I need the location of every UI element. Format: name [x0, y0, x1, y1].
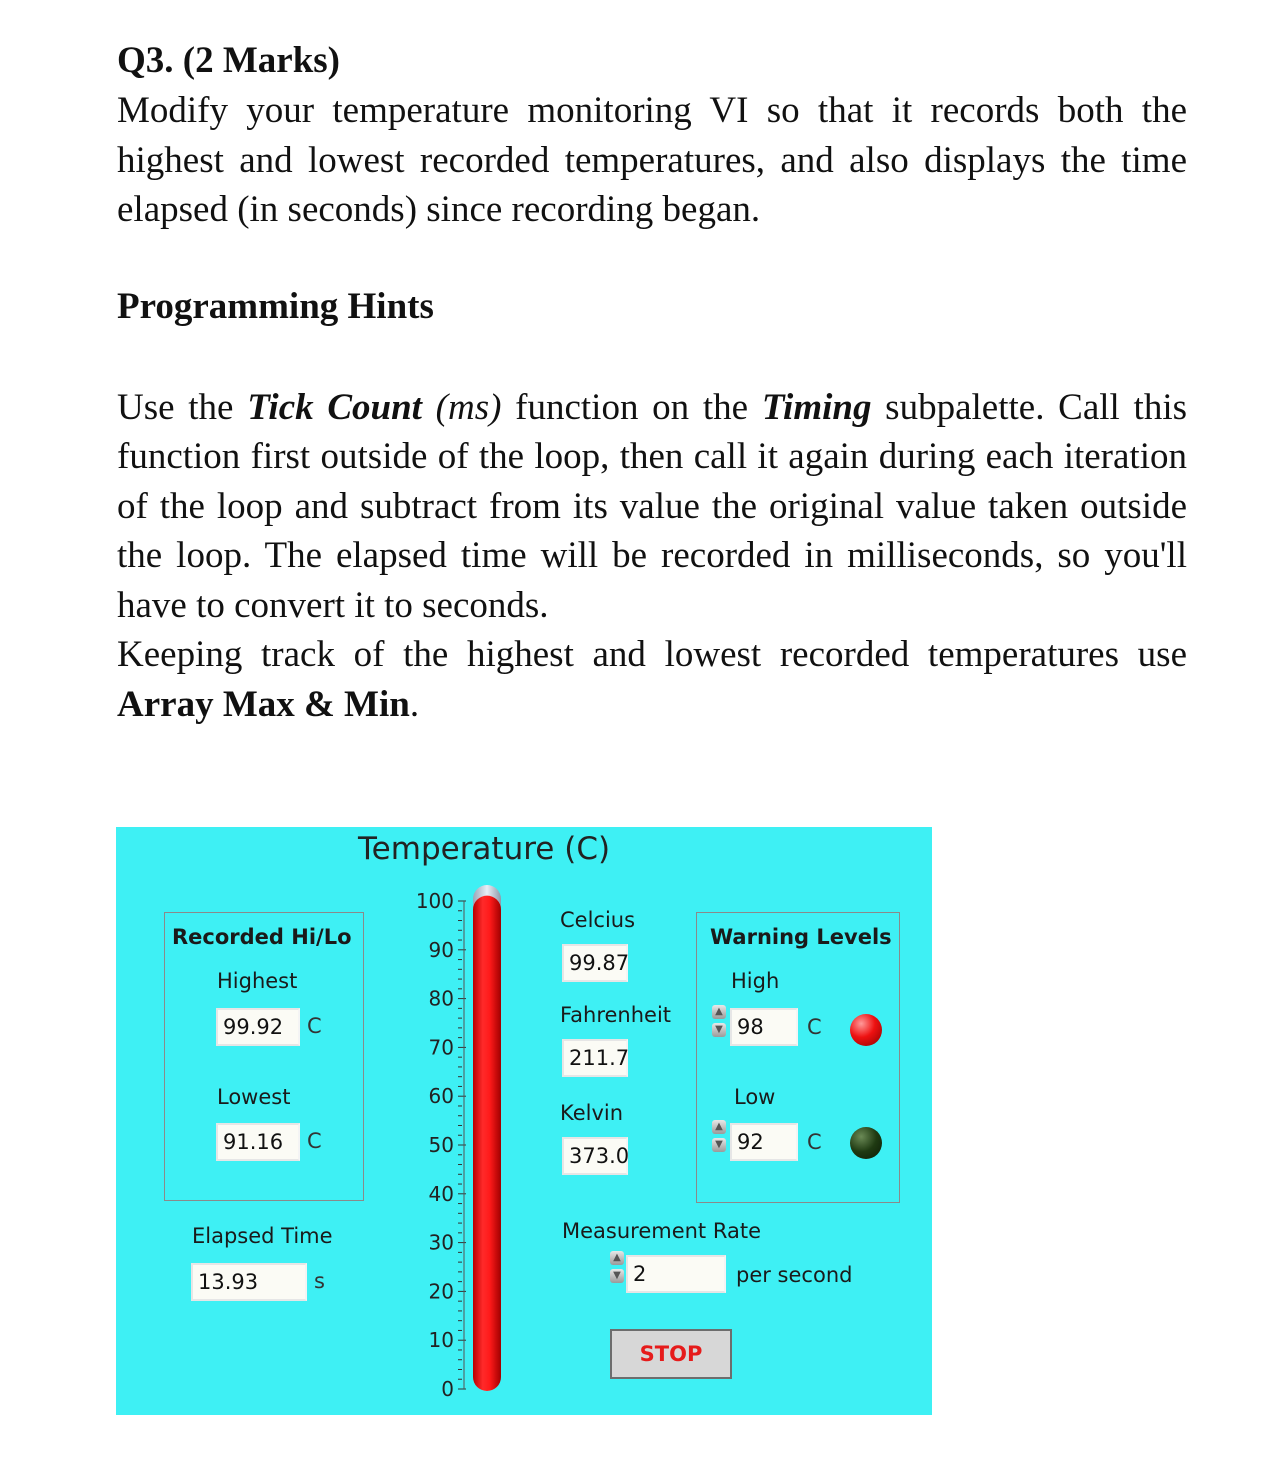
- lowest-indicator: 91.16: [216, 1123, 300, 1161]
- scale-tick-label: 50: [428, 1133, 454, 1157]
- high-warning-led: [850, 1014, 882, 1046]
- tick-count-term: Tick Count: [247, 386, 422, 428]
- low-level-unit: C: [807, 1130, 822, 1154]
- hints-paragraph-1: [117, 383, 1187, 631]
- elapsed-time-label: Elapsed Time: [192, 1224, 333, 1248]
- high-level-spinner[interactable]: [712, 1005, 728, 1041]
- thermometer: [396, 879, 536, 1407]
- hint2-text-a: Keeping track of the highest and lowest recorded temperatures use: [117, 634, 1187, 675]
- scale-tick-label: 0: [441, 1377, 454, 1401]
- low-level-input[interactable]: [730, 1123, 798, 1161]
- fahrenheit-indicator: 211.7: [562, 1039, 628, 1077]
- measurement-rate-input[interactable]: [626, 1255, 726, 1293]
- hint2-text-end: .: [409, 683, 420, 725]
- question-title: Q3. (2 Marks): [117, 40, 340, 81]
- high-level-unit: C: [807, 1015, 822, 1039]
- scale-tick-label: 40: [428, 1181, 454, 1206]
- decrement-icon[interactable]: ▼: [712, 1023, 726, 1037]
- high-level-label: High: [731, 969, 780, 993]
- increment-icon[interactable]: ▲: [712, 1005, 726, 1019]
- scale-tick-label: 80: [428, 986, 454, 1011]
- document-body: [117, 36, 1187, 729]
- hint1-text-c: subpalette. Call this function first outside of the loop, then call it again during each iteration of the loop and subtract from its value the original value taken outside the loop. The elapsed time will be recorded in milliseconds, so you'll have to convert it to seconds.: [117, 386, 1187, 626]
- measurement-rate-unit: per second: [736, 1263, 853, 1287]
- fahrenheit-label: Fahrenheit: [560, 1003, 672, 1027]
- thermometer-title: Temperature (C): [358, 831, 611, 867]
- thermometer-fill: [473, 896, 501, 1391]
- increment-icon[interactable]: ▲: [610, 1251, 624, 1265]
- scale-tick-label: 60: [428, 1084, 454, 1109]
- scale-tick-label: 70: [428, 1035, 454, 1060]
- elapsed-time-indicator: 13.93: [191, 1263, 307, 1301]
- kelvin-label: Kelvin: [560, 1101, 624, 1125]
- recorded-hilo-title: Recorded Hi/Lo: [172, 925, 352, 949]
- scale-tick-label: 20: [428, 1279, 454, 1304]
- lowest-label: Lowest: [217, 1085, 291, 1109]
- celcius-indicator: 99.87: [562, 944, 628, 982]
- highest-indicator: 99.92: [216, 1008, 300, 1046]
- thermometer-scale: [416, 889, 466, 1401]
- warning-levels-title: Warning Levels: [710, 925, 892, 949]
- labview-front-panel: [116, 827, 932, 1415]
- stop-button[interactable]: STOP: [610, 1329, 732, 1379]
- question-text: Modify your temperature monitoring VI so that it records both the highest and lowest recorded temperatures, and also displays the time elapsed (in seconds) since recording began.: [117, 90, 1187, 230]
- lowest-unit: C: [307, 1129, 322, 1153]
- measurement-rate-label: Measurement Rate: [562, 1219, 761, 1243]
- scale-tick-label: 30: [428, 1230, 454, 1255]
- kelvin-indicator: 373.0: [562, 1137, 628, 1175]
- increment-icon[interactable]: ▲: [712, 1120, 726, 1134]
- hint1-text-b: function on the: [501, 386, 762, 428]
- hint1-text-a: Use the: [117, 386, 248, 428]
- measurement-rate-spinner[interactable]: [610, 1251, 626, 1287]
- low-warning-led: [850, 1127, 882, 1159]
- celcius-label: Celcius: [560, 908, 636, 932]
- low-level-spinner[interactable]: [712, 1120, 728, 1156]
- scale-tick-label: 90: [428, 937, 454, 962]
- low-level-label: Low: [734, 1085, 776, 1109]
- highest-label: Highest: [217, 969, 298, 993]
- scale-tick-label: 10: [428, 1328, 454, 1353]
- hints-paragraph-2: [117, 630, 1187, 729]
- high-level-input[interactable]: [730, 1008, 798, 1046]
- decrement-icon[interactable]: ▼: [712, 1138, 726, 1152]
- warning-levels-group: [696, 912, 900, 1203]
- timing-term: Timing: [761, 386, 872, 428]
- array-max-min-term: Array Max & Min: [117, 683, 410, 725]
- hints-heading: Programming Hints: [117, 285, 434, 327]
- highest-unit: C: [307, 1014, 322, 1038]
- decrement-icon[interactable]: ▼: [610, 1269, 624, 1283]
- ms-term: (ms): [421, 386, 502, 428]
- scale-tick-label: 100: [415, 889, 454, 913]
- elapsed-time-unit: s: [314, 1269, 325, 1293]
